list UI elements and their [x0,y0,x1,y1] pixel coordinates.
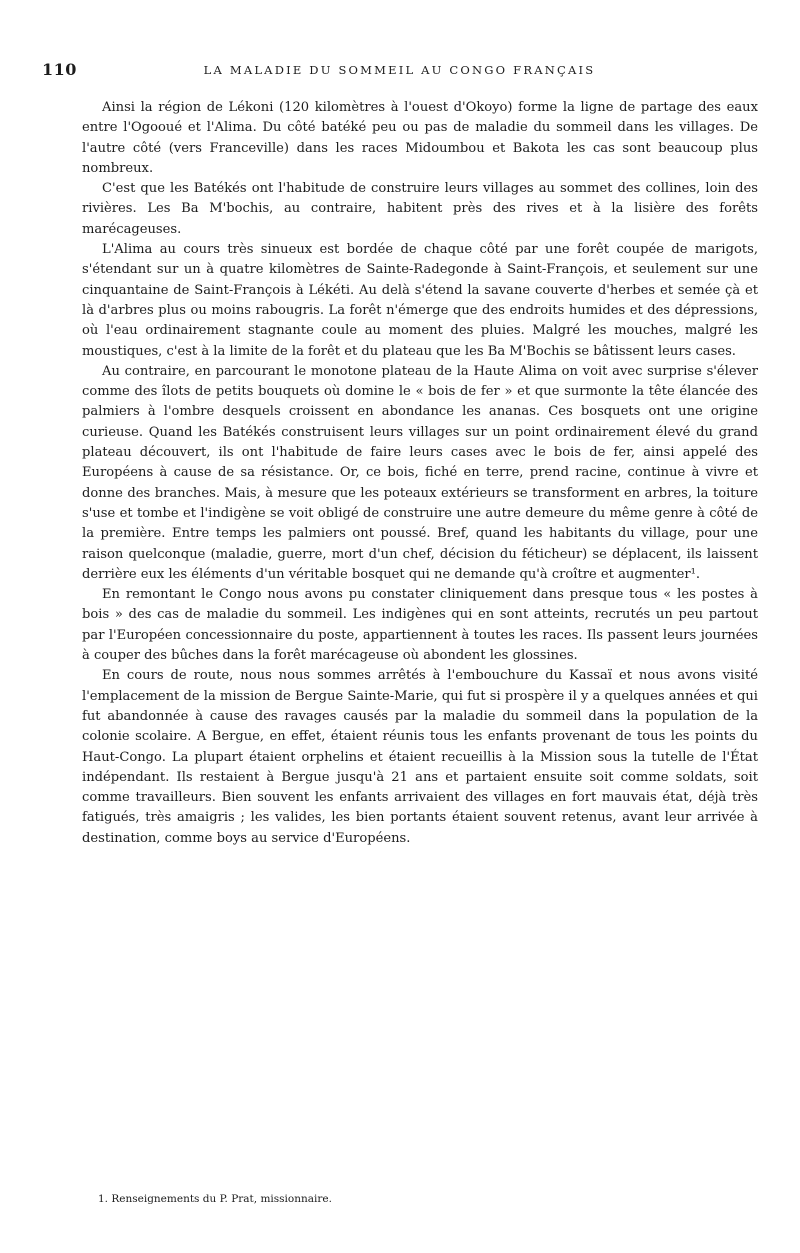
footnote: 1. Renseignements du P. Prat, missionnaire. [98,1193,332,1205]
paragraph: C'est que les Batékés ont l'habitude de construire leurs villages au sommet des collines, loin des rivières. Les Ba M'bochis, au contraire, habitent près des rives et à la lisière des forêts marécageuses. [82,181,758,237]
paragraph: L'Alima au cours très sinueux est bordée de chaque côté par une forêt coupée de marigots, s'étendant sur un à quatre kilomètres de Sainte-Radegonde à Saint-François, et seulement sur une cinquantaine de Saint-François à Lékéti. Au delà s'étend la savane couverte d'herbes et semée çà et là d'arbres plus ou moins rabougris. La forêt n'émerge que des endroits humides et des dépressions, où l'eau ordinairement stagnante coule au moment des pluies. Malgré les mouches, malgré les moustiques, c'est à la limite de la forêt et du plateau que les Ba M'Bochis se bâtissent leurs cases. [82,242,758,359]
body-text [82,98,758,849]
page-number: 110 [42,60,77,79]
paragraph: En remontant le Congo nous avons pu constater cliniquement dans presque tous « les postes à bois » des cas de maladie du sommeil. Les indigènes qui en sont atteints, recrutés un peu partout par l'Européen concessionnaire du poste, appartiennent à toutes les races. Ils passent leurs journées à couper des bûches dans la forêt marécageuse où abondent les glossines. [82,587,758,664]
paragraph: Au contraire, en parcourant le monotone plateau de la Haute Alima on voit avec surprise s'élever comme des îlots de petits bouquets où domine le « bois de fer » et que surmonte la tête élancée des palmiers à l'ombre desquels croissent en abondance les ananas. Ces bosquets ont une origine curieuse. Quand les Batékés construisent leurs villages sur un point ordinairement élevé du grand plateau découvert, ils ont l'habitude de faire leurs cases avec le bois de fer, ainsi appelé des Européens à cause de sa résistance. Or, ce bois, fiché en terre, prend racine, continue à vivre et donne des branches. Mais, à mesure que les poteaux extérieurs se transforment en arbres, la toiture s'use et tombe et l'indigène se voit obligé de construire une autre demeure du même genre à côté de la première. Entre temps les palmiers ont poussé. Bref, quand les habitants du village, pour une raison quelconque (maladie, guerre, mort d'un chef, décision du féticheur) se déplacent, ils laissent derrière eux les éléments d'un véritable bosquet qui ne demande qu'à croître et augmenter¹. [82,363,758,582]
paragraph: Ainsi la région de Lékoni (120 kilomètres à l'ouest d'Okoyo) forme la ligne de partage des eaux entre l'Ogooué et l'Alima. Du côté batéké peu ou pas de maladie du sommeil dans les villages. De l'autre côté (vers Franceville) dans les races Midoumbou et Bakota les cas sont beaucoup plus nombreux. [82,100,758,176]
paragraph: En cours de route, nous nous sommes arrêtés à l'embouchure du Kassaï et nous avons visité l'emplacement de la mission de Bergue Sainte-Marie, qui fut si prospère il y a quelques années et qui fut abandonnée à cause des ravages causés par la maladie du sommeil dans la population de la colonie scolaire. A Bergue, en effet, étaient réunis tous les enfants provenant de tous les points du Haut-Congo. La plupart étaient orphelins et étaient recueillis à la Mission sous la tutelle de l'État indépendant. Ils restaient à Bergue jusqu'à 21 ans et partaient ensuite soit comme soldats, soit comme travailleurs. Bien souvent les enfants arrivaient des villages en fort mauvais état, déjà très fatigués, très amaigris ; les valides, les bien portants étaient souvent retenus, avant leur arrivée à destination, comme boys au service d'Européens. [82,668,758,846]
page-header [42,60,757,82]
running-title: LA MALADIE DU SOMMEIL AU CONGO FRANÇAIS [203,63,596,77]
